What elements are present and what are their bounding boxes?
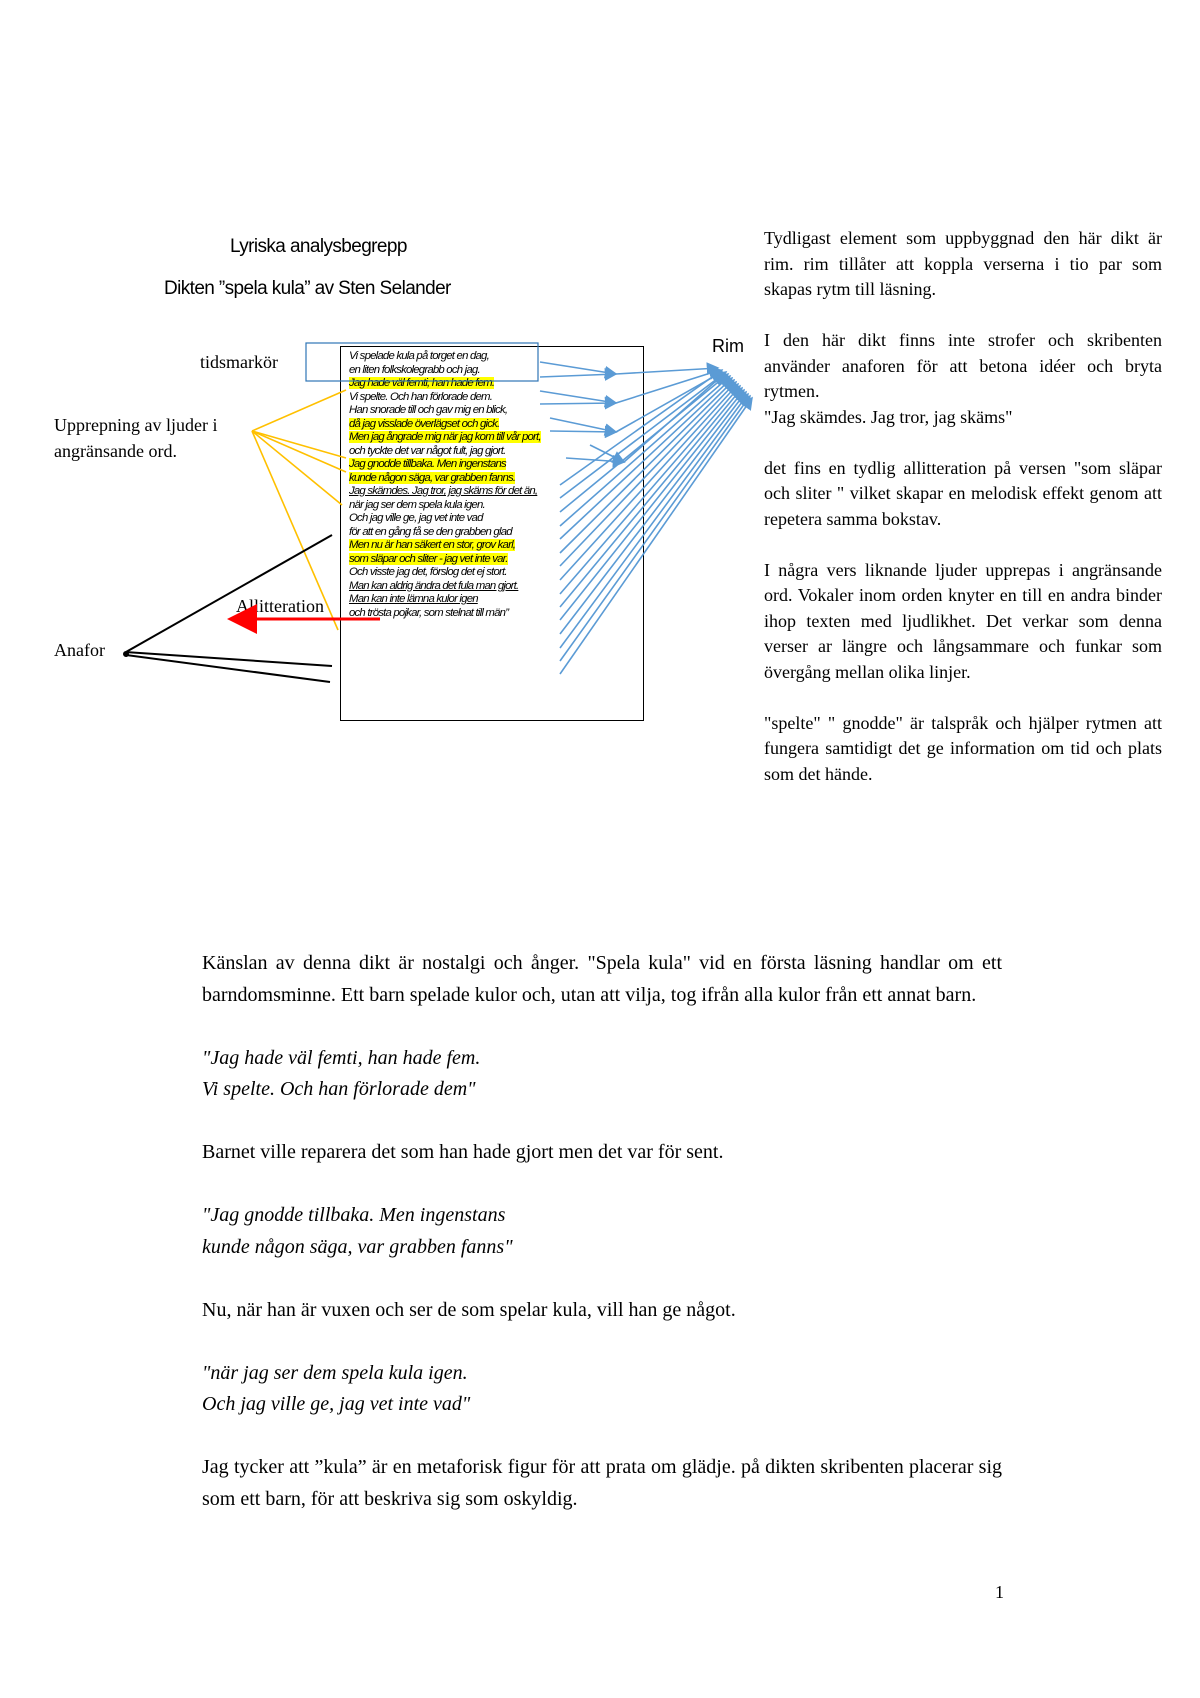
anafor-lines bbox=[126, 535, 332, 682]
poem-line: när jag ser dem spela kula igen. bbox=[349, 498, 485, 511]
poem-line: Han snorade till och gav mig en blick, bbox=[349, 404, 508, 416]
analysis-anafor: I den här dikt finns inte strofer och skribenten använder anaforen för att betona idéer och bryta rytmen. bbox=[764, 330, 1162, 401]
diagram-subtitle: Dikten ”spela kula” av Sten Selander bbox=[164, 278, 451, 299]
quote-line: Och jag ville ge, jag vet inte vad" bbox=[202, 1393, 471, 1415]
poem-line: Och jag ville ge, jag vet inte vad bbox=[349, 512, 483, 524]
diagram-title: Lyriska analysbegrepp bbox=[230, 236, 407, 257]
poem-line: Man kan aldrig ändra det fula man gjort. bbox=[349, 579, 519, 592]
body-quote bbox=[202, 1200, 1002, 1263]
analysis-rim: Tydligast element som uppbyggnad den här dikt är rim. rim tillåter att koppla verserna i tio par som skapas rytm till läsning. bbox=[764, 228, 1162, 299]
anafor-node bbox=[123, 651, 129, 657]
poem-line-highlight: Jag gnodde tillbaka. Men ingenstans bbox=[349, 458, 506, 470]
poem-line-highlight: då jag visslade överlägset och gick. bbox=[349, 417, 500, 430]
poem-line: Jag skämdes. Jag tror, jag skäms för det än, bbox=[349, 485, 538, 497]
poem-line-highlight: Men nu är han säkert en stor, grov karl, bbox=[349, 539, 516, 551]
poem-line: Vi spelte. Och han förlorade dem. bbox=[349, 390, 493, 403]
quote-line: kunde någon säga, var grabben fanns" bbox=[202, 1235, 513, 1258]
label-rim: Rim bbox=[712, 336, 744, 356]
analysis-anafor-quote: "Jag skämdes. Jag tror, jag skäms" bbox=[764, 406, 1013, 427]
upprepning-lines bbox=[252, 390, 346, 630]
analysis-allitteration: det fins en tydlig allitteration på versen "som släpar och sliter " vilket skapar en melodisk effekt genom att repetera samma bokstav. bbox=[764, 457, 1162, 529]
poem-line-highlight: Jag hade väl femti, han hade fem. bbox=[349, 377, 495, 389]
rim-arrows bbox=[540, 362, 752, 674]
label-anafor: Anafor bbox=[54, 640, 105, 660]
label-upprepning-line1: Upprepning av ljuder i bbox=[54, 415, 218, 435]
poem-line: Man kan inte lämna kulor igen bbox=[349, 593, 478, 605]
poem-line-highlight: som släpar och sliter - jag vet inte var. bbox=[349, 552, 508, 565]
body-quote bbox=[202, 1358, 1002, 1421]
body-paragraph: Barnet ville reparera det som han hade gjort men det var för sent. bbox=[202, 1141, 724, 1163]
poem-line: Och visste jag det, förslog det ej stort. bbox=[349, 566, 507, 578]
body-quote bbox=[202, 1043, 1002, 1106]
poem-line: och trösta pojkar, som stelnat till män” bbox=[349, 606, 509, 619]
quote-line: "Jag gnodde tillbaka. Men ingenstans bbox=[202, 1204, 506, 1226]
label-allitteration: Allitteration bbox=[236, 596, 324, 616]
page-number: 1 bbox=[995, 1582, 1004, 1602]
poem-line: och tyckte det var något fult, jag gjort. bbox=[349, 444, 506, 457]
label-tidsmarkor: tidsmarkör bbox=[200, 352, 278, 372]
poem-line-highlight: kunde någon säga, var grabben fanns. bbox=[349, 471, 516, 484]
quote-line: Vi spelte. Och han förlorade dem" bbox=[202, 1078, 476, 1100]
poem-line-highlight: Men jag ångrade mig när jag kom till vår port, bbox=[349, 431, 541, 443]
body-paragraph: Nu, när han är vuxen och ser de som spelar kula, vill han ge något. bbox=[202, 1298, 736, 1321]
tidsmarkor-box bbox=[306, 343, 538, 381]
analysis-talsprak: "spelte" " gnodde" är talspråk och hjälper rytmen att fungera samtidigt det ge information om tid och plats som det hände. bbox=[764, 712, 1162, 784]
body-paragraph: Känslan av denna dikt är nostalgi och ånger. "Spela kula" vid en första läsning handlar om ett barndomsminne. Ett barn spelade kulor och, utan att vilja, tog ifrån alla kulor från ett annat barn. bbox=[202, 952, 1002, 1006]
body-text bbox=[202, 948, 1002, 1547]
label-upprepning-line2: angränsande ord. bbox=[54, 441, 177, 461]
quote-line: "Jag hade väl femti, han hade fem. bbox=[202, 1046, 481, 1069]
poem-line: en liten folkskolegrabb och jag. bbox=[349, 363, 480, 376]
quote-line: "när jag ser dem spela kula igen. bbox=[202, 1361, 468, 1384]
poem-line: Vi spelade kula på torget en dag, bbox=[349, 350, 489, 362]
poem-line: för att en gång få se den grabben glad bbox=[349, 525, 512, 538]
analysis-upprepning: I några vers liknande ljuder upprepas i angränsande ord. Vokaler inom orden knyter en till en andra binder ihop texten med ljudlikhet. Det verkar som denna verser ar längre och långsammare och funkar som övergång mellan olika linjer. bbox=[764, 559, 1162, 682]
body-paragraph: Jag tycker att ”kula” är en metaforisk figur för att prata om glädje. på dikten skribenten placerar sig som ett barn, för att beskriva sig som oskyldig. bbox=[202, 1456, 1002, 1510]
right-column bbox=[764, 226, 1162, 813]
